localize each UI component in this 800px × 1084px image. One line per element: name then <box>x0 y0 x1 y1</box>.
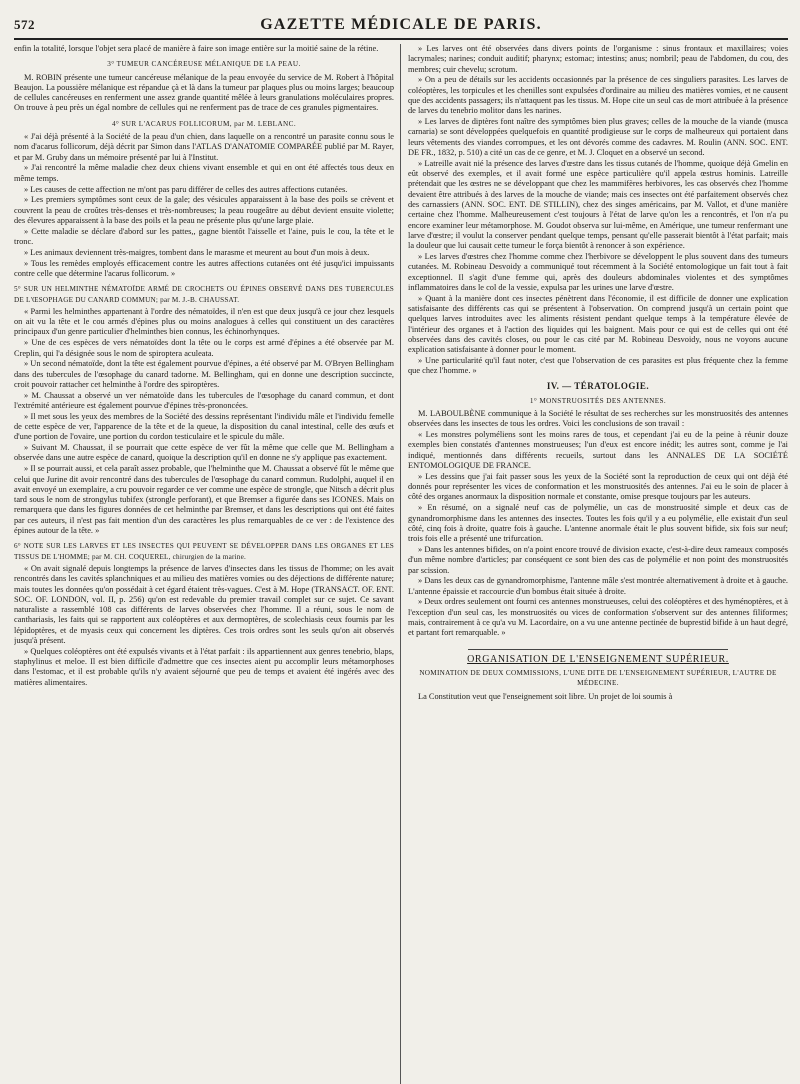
section-heading: 5° SUR UN HELMINTHE NÉMATOÏDE ARMÉ DE CROCHETS OU ÉPINES OBSERVÉ DANS DES TUBERCULES DE L'ŒSOPHAGE DU CANARD COMMUN; par M. J.-B. CHAUSSAT. <box>14 285 394 304</box>
paragraph: « J'ai déjà présenté à la Société de la peau d'un chien, dans laquelle on a rencontré un parasite connu sous le nom d'acarus follicorum, déjà décrit par Simon dans l'ATLAS D'ANATOMIE COMPARÉE publié par M. Rayer, et par M. Gruby dans un mémoire présenté par lui à l'Institut. <box>14 132 394 162</box>
paragraph: M. LABOULBÈNE communique à la Société le résultat de ses recherches sur les monstruosités des antennes observées dans les insectes de tous les ordres. Voici les conclusions de son travail : <box>408 409 788 429</box>
paragraph: » Les larves d'œstres chez l'homme comme chez l'herbivore se développent le plus souvent dans des tumeurs cutanées. M. Robineau Desvoidy a communiqué tout récemment à la Société entomologique un fait tout à fait exceptionnel. Il s'agit d'une femme qui, après des douleurs abdominales violentes et des symptômes inflammatoires dans le col de la vessie, expulsa par les urines une larve d'œstre. <box>408 251 788 292</box>
paragraph: » Les premiers symptômes sont ceux de la gale; des vésicules apparaissent à la base des poils se crèvent et couvrent la peau de croûtes très-denses et très-nombreuses; la peau rougeâtre au début devient ensuite violette; des élevures apparaissent à la base des poils et la peau ne présente plus qu'une large plaie. <box>14 195 394 225</box>
paragraph: « On avait signalé depuis longtemps la présence de larves d'insectes dans les tissus de l'homme; on les avait rencontrés dans les cavités splanchniques et au milieu des matières vomies ou des déjections de différente nature; mais toutes les données qu'on possédait à cet égard étaient très-vagues. C'est à M. Hope (TRANSACT. OF. ENT. SOC. OF. LONDON, vol. II, p. 256) qu'on est redevable du premier travail complet sur ce sujet. Ce savant naturaliste a rassemblé 108 cas différents de larves observées chez l'homme. Il a réuni, sous le nom de canthariasis, les faits qui se rapportent aux coléoptères et aux dermoptères, de scolechiasis ceux fournis par les lépidoptères, et de myasis ceux qui concernent les diptères. Ces trois ordres sont les seuls qu'on ait observés jusqu'à présent. <box>14 563 394 646</box>
page-header <box>14 14 788 40</box>
paragraph: » Un second nématoïde, dont la tête est également pourvue d'épines, a été observé par M. O'Bryen Bellingham dans des tubercules de l'œsophage du canard tadorne. M. Bellingham, qui en donne une description succincte, croit pouvoir rattacher cet helminthe à l'ordre des spiroptères. <box>14 359 394 389</box>
paragraph: » Suivant M. Chaussat, il se pourrait que cette espèce de ver fût la même que celle que M. Bellingham a observée dans une autre espèce de canard, quoique la description qu'il en donne ne s'y applique pas exactement. <box>14 443 394 463</box>
paragraph: » Une particularité qu'il faut noter, c'est que l'observation de ces parasites est plus fréquente chez la femme que chez l'homme. » <box>408 355 788 376</box>
section-heading: 1° MONSTRUOSITÉS DES ANTENNES. <box>529 396 667 405</box>
paragraph: » Les larves de diptères font naître des symptômes bien plus graves; celles de la mouche de la viande (musca carnaria) se sont développées quelquefois en quantité prodigieuse sur le corps de malheureux qui portaient dans leurs vêtements des viandes corrompues, et les ont dévorés comme des cadavres. M. Roulin (ANN. SOC. ENT. DE FR., 1832, p. 510) a cité un cas de ce genre, et M. J. Cloquet en a observé un second. <box>408 117 788 157</box>
paragraph: enfin la totalité, lorsque l'objet sera placé de manière à faire son image entière sur la moitié saine de la rétine. <box>14 44 379 53</box>
journal-title: GAZETTE MÉDICALE DE PARIS. <box>260 16 542 33</box>
paragraph: » Quelques coléoptères ont été expulsés vivants et à l'état parfait : ils appartiennent aux genres tenebrio, blaps, staphylinus et meloe. Il est bien difficile d'admettre que ces insectes aient pu accomplir leurs métamorphoses dans l'estomac, et il est probable qu'ils n'y avaient séjourné que peu de temps et avaient été ingérés avec des matières alimentaires. <box>14 646 394 687</box>
paragraph: » Les causes de cette affection ne m'ont pas paru différer de celles des autres affections cutanées. <box>24 184 348 194</box>
paragraph: » En résumé, on a signalé neuf cas de polymélie, un cas de monstruosité simple et deux cas de gynandromorphisme dans les antennes des insectes. Toutes les fois qu'il y a eu polymélie, elle existait d'un seul côté, cinq fois à droite, quatre fois à gauche. L'antenne anormale était le plus souvent bifide, six fois sur neuf; trois fois elle a présenté une trifurcation. <box>408 503 788 544</box>
paragraph: « Parmi les helminthes appartenant à l'ordre des nématoïdes, il n'en est que deux jusqu'à ce jour chez lesquels on ait vu la tête et le cou armés d'épines plus ou moins analogues à celles qui constituent un des caractères principaux d'un genre particulier d'helminthes bien connus, les échinorhynques. <box>14 306 394 337</box>
section-heading: 6° NOTE SUR LES LARVES ET LES INSECTES QUI PEUVENT SE DÉVELOPPER DANS LES ORGANES ET LES TISSUS DE L'HOMME; par M. CH. COQUEREL, chirurgien de la marine. <box>14 542 394 561</box>
paragraph: » Il se pourrait aussi, et cela paraît assez probable, que l'helminthe que M. Chaussat a observé fût le même que celui que Jurine dit avoir rencontré dans des tubercules de l'œsophage du canard commun. Rudolphi, auquel il en avait envoyé un exemplaire, a cru pouvoir regarder ce ver comme une espèce de strongle, que Nitsch a décrit plus tard sous le nom de strongylus tubifex (strongle perforant), et que Bremser a figurée dans ses ICONES. Mais on remarquera que dans les figures données de cet helminthe par Bremser, et dans les descriptions qui ont été faites par ces auteurs, il n'est pas fait mention d'un des caractères les plus remarquables de ce ver : de l'existence des épines autour de la tête. » <box>14 464 394 536</box>
article-subtitle: NOMINATION DE DEUX COMMISSIONS, L'UNE DITE DE L'ENSEIGNEMENT SUPÉRIEUR, L'AUTRE DE MÉDECINE. <box>419 668 777 688</box>
paragraph: » Quant à la manière dont ces insectes pénètrent dans l'économie, il est difficile de donner une explication satisfaisante des différents cas qui se présentent à l'observation. On comprend jusqu'à un certain point que quelques larves introduites avec les aliments résistent pendant quelque temps à la température élevée de l'intérieur des organes et à l'action des liquides qui les baignent. Mais pour ce qui est de celles qui ont été observées dans des cavités closes, ou pour le cas cité par M. Robineau Desvoidy, nous ne voyons aucune explication satisfaisante à donner pour le moment. <box>408 293 788 355</box>
paragraph: » Tous les remèdes employés efficacement contre les autres affections cutanées ont été jusqu'ici impuissants contre celle que détermine l'acarus follicorum. » <box>14 258 394 278</box>
paragraph: » Latreille avait nié la présence des larves d'œstre dans les tissus cutanés de l'homme, quoique déjà Gmelin en eût observé des exemples, et il avait formé une espèce particulière qu'il appela œstrus hominis. Latreille prétendait que les œstres ne se développant que chez les mammifères herbivores, les cas observés chez l'homme devaient être attribués à des larves de la mouche de viande; mais ces insectes ont été parfaitement observés chez des carnassiers (ANN. SOC. ENT. DE STILLIN), chez des singes américains, par M. Vallot, et d'une manière certaine chez l'homme. Malheureusement c'est toujours à l'état de larve qu'on les a rencontrés, et l'on n'a pu encore examiner leur métamorphose. M. Goudot observa sur lui-même, en Amérique, une tumeur renfermant une larve d'œstre; il voulut la conserver pendant quelque temps, pensant qu'elle passerait bientôt à l'état parfait; mais la douleur que lui causait cette tumeur le força bientôt à renoncer à son expérience. <box>408 158 788 251</box>
paragraph: » On a peu de détails sur les accidents occasionnés par la présence de ces singuliers parasites. Les larves de coléoptères, les torpicules et les chenilles sont expulsées d'ordinaire au milieu des matières vomies, et ne causent que des accidents passagers; ils n'attaquent pas les tissus. M. Hope cite un seul cas de mort attribuée à la présence de larves du tenebrio molitor dans les narines. <box>408 75 788 116</box>
paragraph: » J'ai rencontré la même maladie chez deux chiens vivant ensemble et qui en ont été affectés tous deux en même temps. <box>14 163 394 183</box>
paragraph: M. ROBIN présente une tumeur cancéreuse mélanique de la peau envoyée du service de M. Robert à l'hôpital Beaujon. La poussière mélanique est répandue çà et là dans la tumeur par plaques plus ou moins larges; beaucoup de cellules cancéreuses en renferment une assez grande quantité mêlée à leurs granulations moléculaires propres. On trouve à peu près un égal nombre de cellules qui ne renferment pas de trace de ces granules pigmentaires. <box>14 72 394 113</box>
paragraph: » Une de ces espèces de vers nématoïdes dont la tête ou le corps est armé d'épines a été observée par M. Creplin, qui l'a désignée sous le nom de spiroptera aculeata. <box>14 338 394 358</box>
section-divider <box>468 649 728 650</box>
left-column <box>14 44 401 1084</box>
paragraph: » Dans les antennes bifides, on n'a point encore trouvé de division exacte, c'est-à-dire deux rameaux composés d'un même nombre d'articles; par conséquent ce sont bien des cas de polymélie et non point des monstruosités par scission. <box>408 544 788 575</box>
right-column <box>401 44 788 1084</box>
paragraph: » Deux ordres seulement ont fourni ces antennes monstrueuses, celui des coléoptères et des hyménoptères, et à l'exception d'un seul cas, les monstruosités ou vices de conformation s'observent sur des antennes filiformes; mais, contrairement à ce qu'a vu M. Lacordaire, on a vu une antenne pectinée de buprestid bifide à un haut degré, et partant fort remarquable. » <box>408 597 788 638</box>
paragraph: » Dans les deux cas de gynandromorphisme, l'antenne mâle s'est montrée alternativement à droite et à gauche. L'antenne épaissie et raccourcie d'un bombus était située à droite. <box>408 576 788 596</box>
paragraph: » M. Chaussat a observé un ver nématoïde dans les tubercules de l'œsophage du canard commun, et dont l'extrémité antérieure est également pourvue d'épines très-prononcées. <box>14 390 394 410</box>
paragraph: » Les larves ont été observées dans divers points de l'organisme : sinus frontaux et maxillaires; voies lacrymales; narines; conduit auditif; pharynx; estomac; intestins; anus; nombril; peau de l'abdomen, du cou, des membres; cuir chevelu; scrotum. <box>408 44 788 74</box>
page-number: 572 <box>14 17 35 32</box>
section-heading: 4° SUR L'ACARUS FOLLICORUM, par M. LEBLANC. <box>111 119 297 128</box>
paragraph: La Constitution veut que l'enseignement soit libre. Un projet de loi soumis à <box>418 691 673 701</box>
paragraph: » Il met sous les yeux des membres de la Société des dessins représentant l'individu mâle et l'individu femelle de cette espèce de ver, l'apparence de la tête et de la queue, la disposition du canal intestinal, celle des œufs et d'une portion de l'ovaire, une portion du cordon testiculaire et le spicule du mâle. <box>14 411 394 442</box>
paragraph: « Les monstres polyméliens sont les moins rares de tous, et cependant j'ai eu de la peine à réunir douze exemples bien constatés d'antennes monstrueuses; l'un d'eux est encore inédit; les autres sont, comme je l'ai indiqué, mentionnés dans différents recueils, surtout dans les ANNALES DE LA SOCIÉTÉ ENTOMOLOGIQUE DE FRANCE. <box>408 430 788 471</box>
paragraph: » Les dessins que j'ai fait passer sous les yeux de la Société sont la reproduction de ceux qui ont déjà été donnés pour représenter les vices de conformation et les monstruosités des antennes. J'ai eu le soin de placer à côté des organes anormaux la disposition normale et constante, omise presque toujours par les auteurs. <box>408 471 788 502</box>
paragraph: » Cette maladie se déclare d'abord sur les pattes,, gagne bientôt l'aisselle et l'aine, puis le cou, la tête et le tronc. <box>14 226 394 247</box>
article-title: ORGANISATION DE L'ENSEIGNEMENT SUPÉRIEUR. <box>467 653 729 665</box>
section-heading: 3° TUMEUR CANCÉREUSE MÉLANIQUE DE LA PEAU. <box>107 60 301 69</box>
two-column-body <box>14 44 788 1084</box>
part-heading: IV. — TÉRATOLOGIE. <box>546 380 650 391</box>
paragraph: » Les animaux deviennent très-maigres, tombent dans le marasme et meurent au bout d'un mois à deux. <box>24 247 370 257</box>
